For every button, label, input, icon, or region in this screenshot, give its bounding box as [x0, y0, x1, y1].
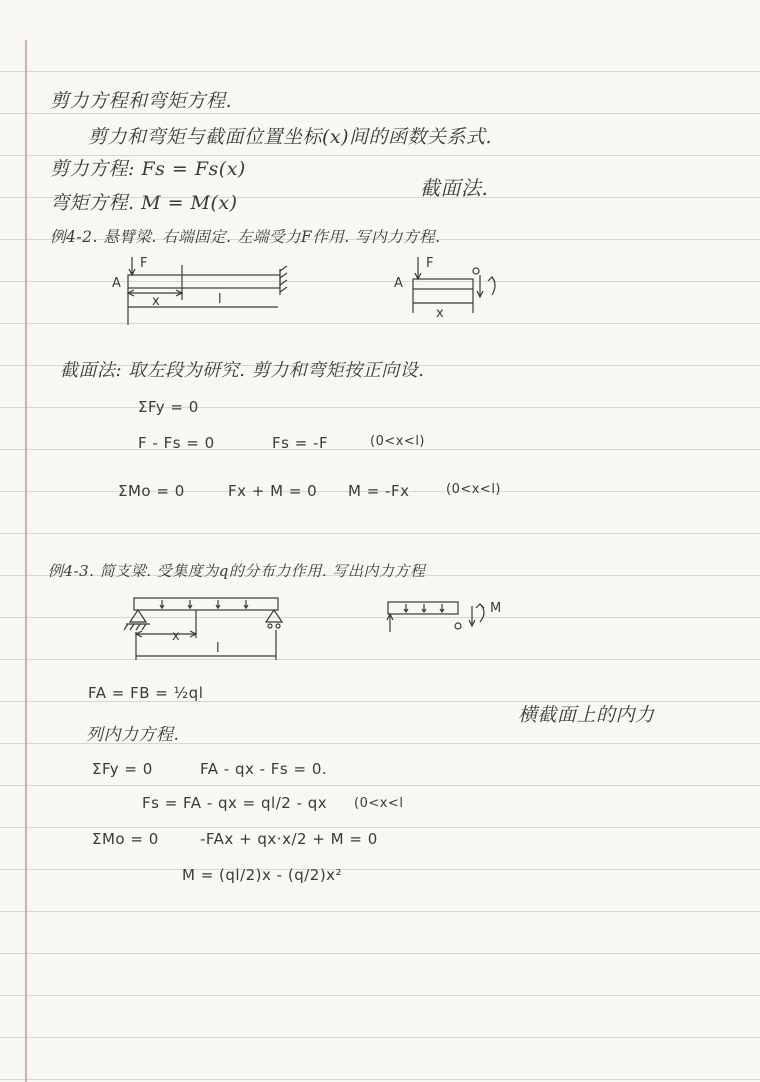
fig2-force-label: F	[426, 256, 434, 271]
fig1-support-label: A	[112, 276, 121, 291]
fig2-support-label: A	[394, 276, 403, 291]
shear-equation: 剪力方程: Fs = Fs(x)	[50, 158, 246, 180]
eq-sum-fy: ΣFy = 0	[138, 398, 199, 416]
moment-equation: 弯矩方程. M = M(x)	[50, 192, 238, 214]
eq-fs-result: Fs = -F	[272, 434, 329, 452]
eq-sum-mo: ΣMo = 0	[118, 482, 185, 500]
cantilever-beam-figure	[110, 255, 300, 330]
section-method-note: 截面法.	[420, 176, 489, 200]
eq-sum-fy-2: ΣFy = 0	[92, 760, 153, 778]
simply-supported-beam-figure	[120, 590, 295, 665]
eq-fs-range-2: (0<x<l	[354, 796, 404, 811]
example-4-2-title: 例4-2. 悬臂梁. 右端固定. 左端受力F作用. 写内力方程.	[50, 228, 441, 246]
eq-force-balance: FA - qx - Fs = 0.	[200, 760, 328, 778]
eq-fs-expression: Fs = FA - qx = ql/2 - qx	[142, 794, 328, 812]
eq-support-reactions: FA = FB = ½ql	[88, 684, 204, 702]
eq-fs-range: (0<x<l)	[370, 434, 426, 449]
fig2-x-label: x	[436, 306, 444, 321]
fig3-length-label: l	[216, 641, 220, 656]
fig1-force-label: F	[140, 256, 148, 271]
definition-text: 剪力和弯矩与截面位置坐标(x)间的函数关系式.	[88, 126, 493, 148]
heading-shear-moment-equations: 剪力方程和弯矩方程.	[50, 90, 233, 112]
eq-sum-mo-2: ΣMo = 0	[92, 830, 159, 848]
eq-m-expression: M = (ql/2)x - (q/2)x²	[182, 866, 343, 884]
fig3-x-label: x	[172, 629, 180, 644]
free-body-distributed-segment	[384, 596, 524, 641]
fig4-moment-label: M	[490, 601, 502, 616]
eq-fx-plus-m: Fx + M = 0	[228, 482, 318, 500]
free-body-left-segment	[388, 255, 528, 320]
eq-moment-balance: -FAx + qx·x/2 + M = 0	[200, 830, 378, 848]
example-4-3-title: 例4-3. 简支梁. 受集度为q的分布力作用. 写出内力方程	[48, 562, 426, 580]
eq-f-minus-fs: F - Fs = 0	[138, 434, 215, 452]
eq-m-result: M = -Fx	[348, 482, 410, 500]
fig1-length-label: l	[218, 292, 222, 307]
eq-m-range: (0<x<l)	[446, 482, 502, 497]
internal-force-note: 横截面上的内力	[518, 704, 655, 726]
fig1-x-label: x	[152, 294, 160, 309]
section-method-description: 截面法: 取左段为研究. 剪力和弯矩按正向设.	[60, 360, 425, 381]
list-internal-equations: 列内力方程.	[86, 725, 180, 745]
